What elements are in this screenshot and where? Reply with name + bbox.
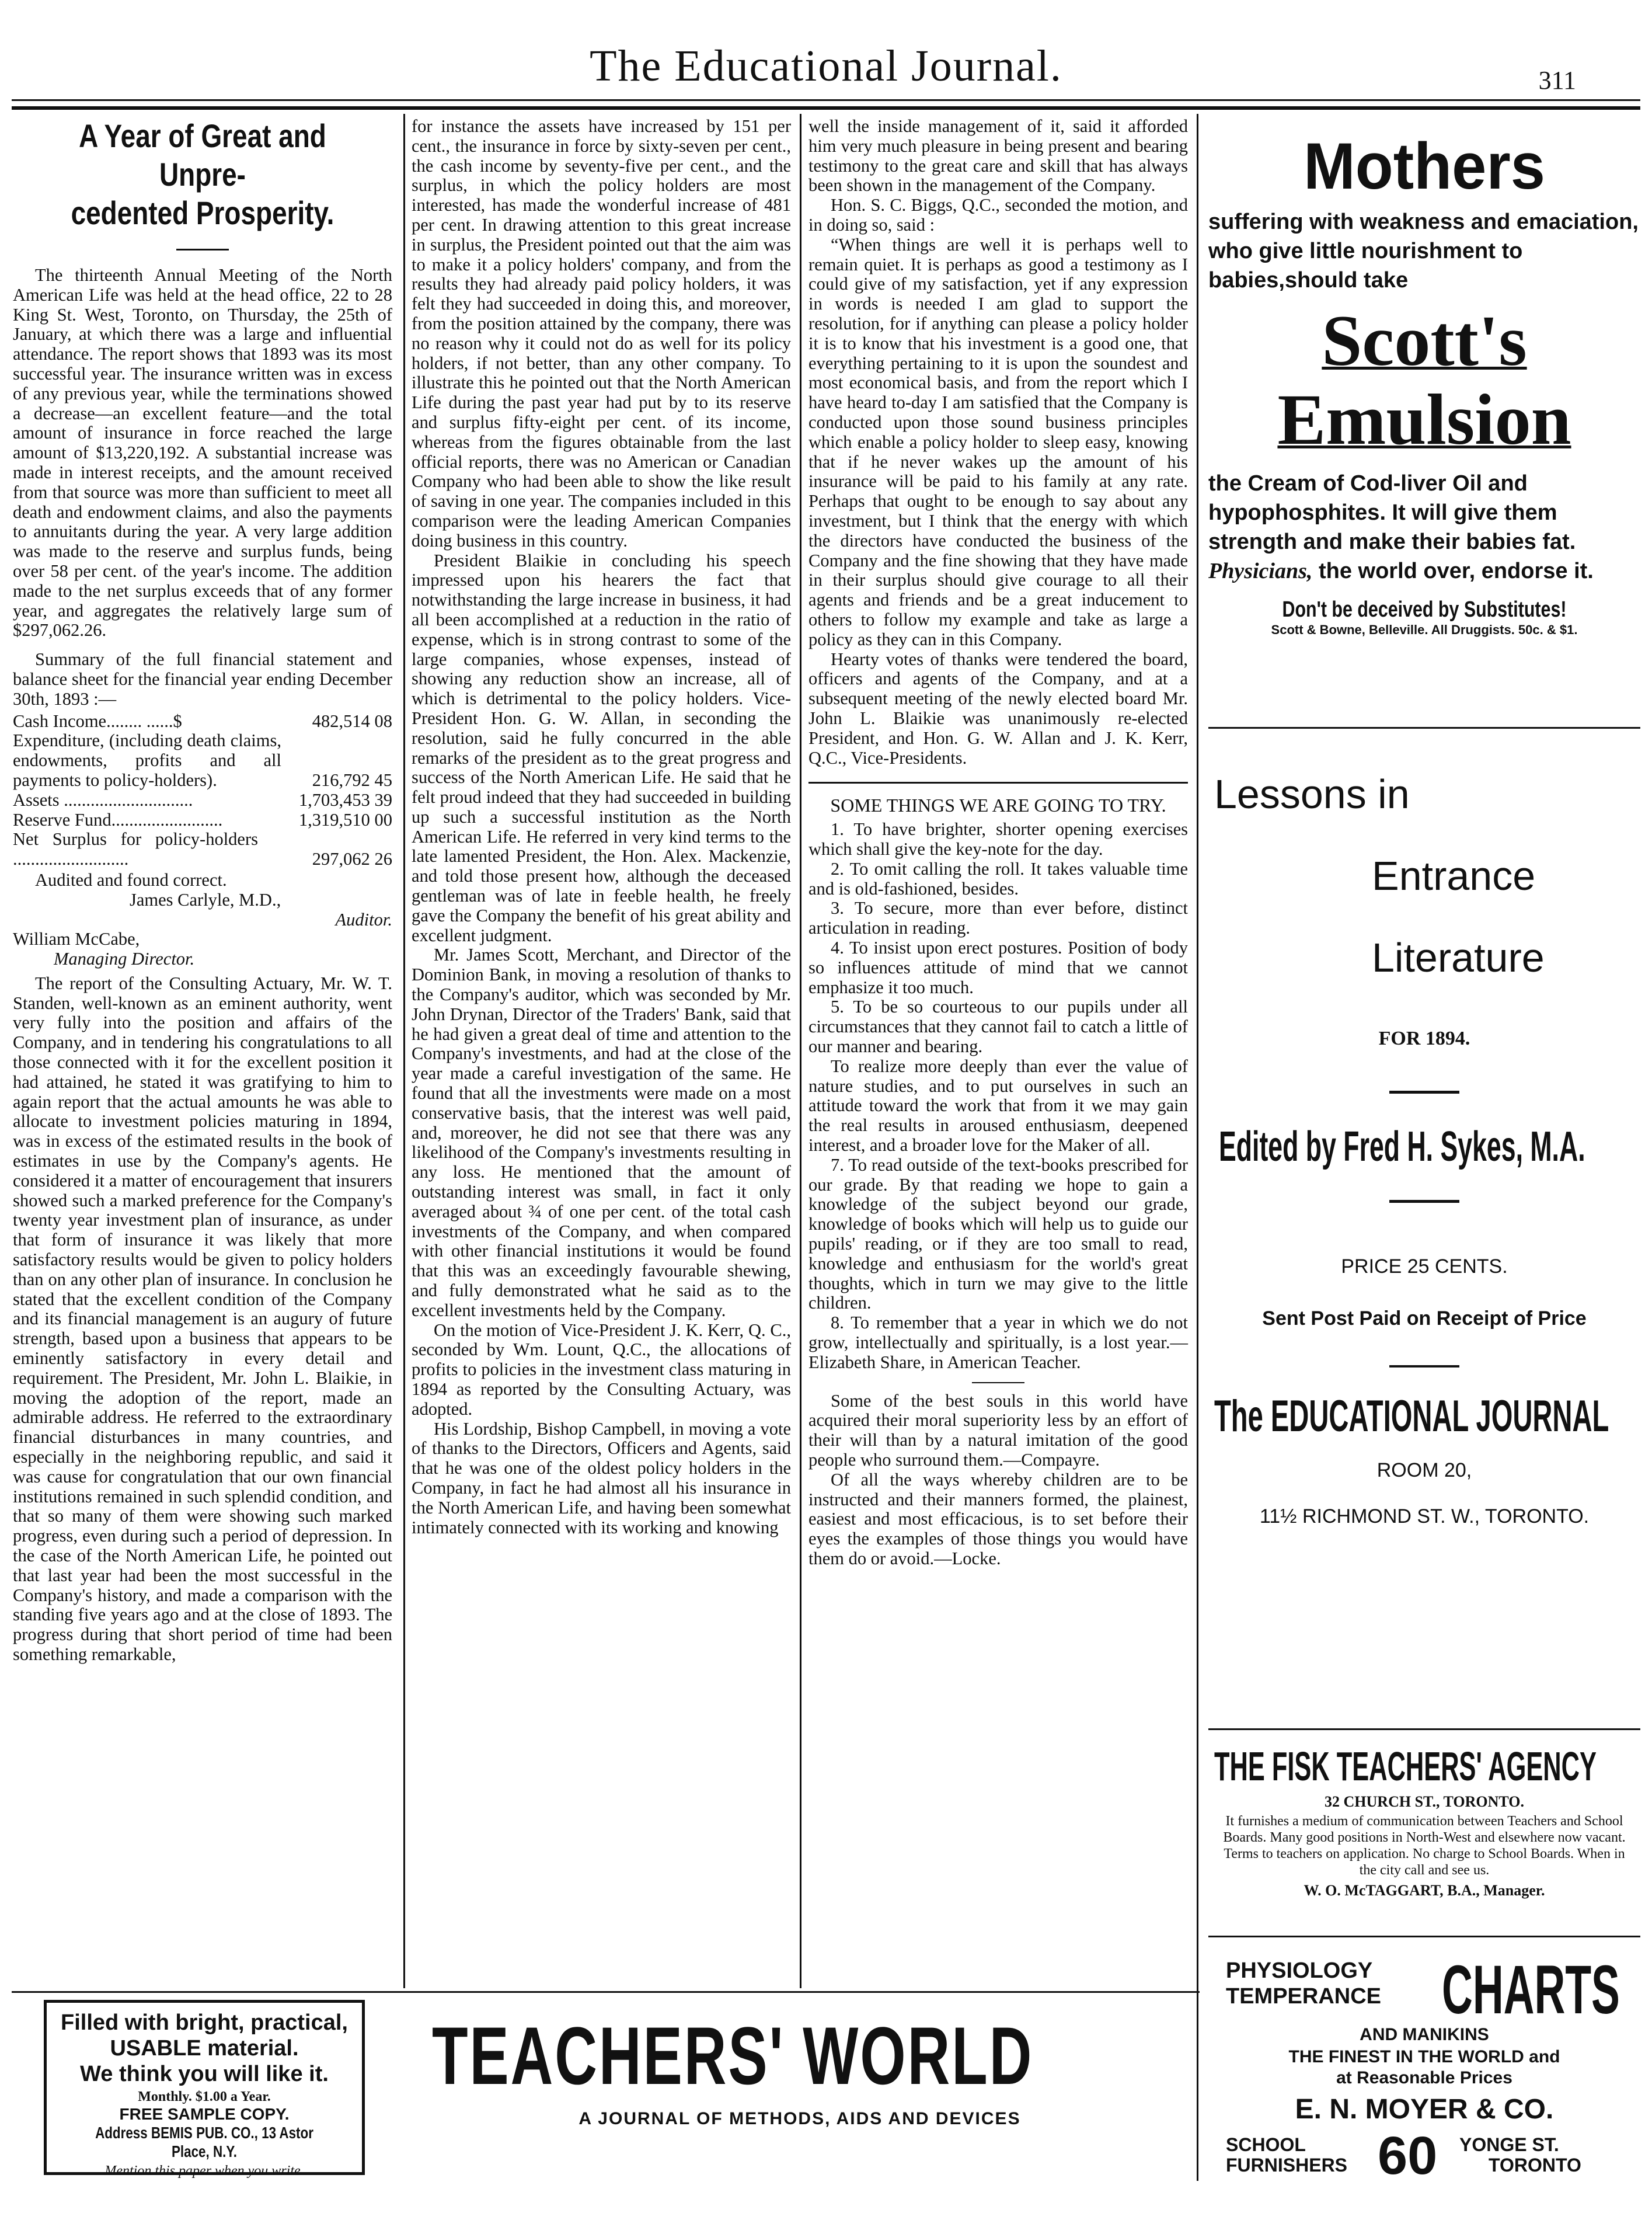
fisk-manager: W. O. McTAGGART, B.A., Manager. xyxy=(1304,1882,1545,1899)
article-paragraph: “When things are well it is perhaps well to remain quiet. It is perhaps as good a testimony as I could give of my satisfaction, yet if any expression in words is needed I am glad to support the resolution, for if anything can please a policy holder it is to know that his investment is a good one, that everything pertaining to it is upon the soundest and most economical basis, and from the report which I have heard to-day I am satisfied that the Company is conducted upon those sound business principles which enable a policy holder to sleep easy, knowing that if he never wakes up the amount of his insurance will be paid to his family at any rate. Perhaps that ought to be enough to say about any investment, but I think that the energy with which the directors have conducted the business of the Company and the fine showing that they have made in their surplus should give courage to all their agents and friends and be a great inducement to others to follow my example and take as large a policy as they can in this Company. xyxy=(808,234,1188,649)
scotts-maker: Scott & Bowne, Belleville. All Druggists. 50c. & $1. xyxy=(1271,622,1578,637)
lessons-editor: Edited by Fred H. Sykes, M.A. xyxy=(1219,1123,1585,1170)
list-item: 4. To insist upon erect postures. Position of body so influences attitude of mind that we cannot emphasize it too much. xyxy=(808,938,1188,997)
ad-rule xyxy=(1389,1091,1459,1094)
fisk-text: It furnishes a medium of communication between Teachers and School Boards. Many good positions in North-West and elsewhere now vacant. Terms to teachers on application. No charge to School Boards. When in the city call and see us. xyxy=(1223,1814,1626,1878)
ad-divider xyxy=(1208,727,1640,729)
article-paragraph: for instance the assets have increased by 151 per cent., the insurance in force by sixty-seven per cent., the cash income by seventy-five per cent., and the surplus, in which the policy holders are most interested, has made the wonderful increase of 481 per cent. In drawing attention to this great increase in surplus, the President pointed out that the aim was to make it a policy holders' company, and from the results they had already paid policy holders, it was felt they had succeeded in doing this, and moreover, from the position attained by the company, there was no reason why it could not do as well for its policy holders, if not better, than any other company. To illustrate this he pointed out that the North American Life during the past year had put by to its reserve and surplus fifty-eight per cent. of its income, whereas from the figures obtainable from the last official reports, there was no American or Canadian Company who had been able to show the like result of saving in one year. The companies included in this comparison were the leading American Companies doing business in this country. xyxy=(412,116,791,551)
furnishers-label: FURNISHERS xyxy=(1226,2155,1348,2176)
article-headline xyxy=(47,117,358,232)
scotts-text-physicians: Physicians, xyxy=(1208,559,1313,583)
article-paragraph: The report of the Consulting Actuary, Mr. W. T. Standen, well-known as an eminent authority, went very fully into the position and affairs of the Company, and in tendering his congratulations to all those connected with it for the excellent position it had attained, he stated it was gratifying to him to again report that the actual amounts he was able to allocate to investment policies maturing in 1894, was in excess of the estimated results in the book of estimates in use by the Company's agents. He considered it a matter of encouragement that insurers showed such a marked preference for the Company's twenty year investment plan of insurance, as under that form of insurance it was likely that more satisfactory results would be given to policy holders than on any other plan of insurance. In conclusion he stated that the excellent condition of the Company and its financial management is an augury of future strength, based upon a business that appears to be eminently satisfactory in every detail and requirement. The President, Mr. John L. Blaikie, in moving the adoption of the report, made an admirable address. He referred to the extraordinary financial disturbances in many countries, and especially in the neighboring republic, and said it was cause for congratulation that our own financial institutions remained in such splendid condition, and that so many of them were showing such marked progress, even during such a period of depression. In the case of the North American Life, he pointed out that last year had been the most successful in the Company's history, and made a comparison with the standing five years ago and at the close of 1893. The progress during that short period of time had been something remarkable, xyxy=(13,973,392,1664)
page-number: 311 xyxy=(1538,66,1576,95)
bemis-mention: Mention this paper when you write. xyxy=(104,2163,304,2179)
article-paragraph: well the inside management of it, said it afforded him very much pleasure in being present and bearing testimony to the great care and skill that has always been shown in the management of the Company. xyxy=(808,116,1188,196)
financial-label: Reserve Fund......................... xyxy=(13,809,223,830)
teachers-world-subtitle: A JOURNAL OF METHODS, AIDS AND DEVICES xyxy=(578,2109,1021,2128)
moyer-name: E. N. MOYER & CO. xyxy=(1295,2094,1554,2125)
article-paragraph: His Lordship, Bishop Campbell, in moving a vote of thanks to the Directors, Officers and Agents, said that he was one of the oldest policy holders in the Company, in fact he had almost all his insurance in the North American Life, and having been somewhat intimately connected with its working and knowing xyxy=(412,1418,791,1537)
headline-rule xyxy=(176,249,229,250)
director-name: William McCabe, xyxy=(13,929,140,949)
headline-line-2: cedented Prosperity. xyxy=(71,194,334,231)
list-item: 1. To have brighter, shorter opening exercises which shall give the key-note for the day. xyxy=(808,819,1188,860)
bemis-sample: FREE SAMPLE COPY. xyxy=(119,2105,290,2123)
manikins-label: AND MANIKINS xyxy=(1360,2025,1489,2044)
financial-label: Expenditure, (including death claims, endowments, profits and all payments to policy-holders). xyxy=(13,730,281,790)
section-rule xyxy=(972,1382,1024,1383)
header-rule-thick xyxy=(12,106,1640,110)
ad-rule xyxy=(1389,1365,1459,1367)
finest-label: THE FINEST IN THE WORLD and xyxy=(1288,2047,1560,2066)
journal-title: The Educational Journal. xyxy=(590,41,1062,91)
article-paragraph: The thirteenth Annual Meeting of the North American Life was held at the head office, 22 to 28 King St. West, Toronto, on Thursday, the 25th of January, at which there was a large and influential attendance. The report shows that 1893 was its most successful year. The insurance written was in excess of any previous year, while the terminations showed a decrease—an excellent feature—and the total amount of insurance in force reached the large amount of $13,220,192. A substantial increase was made in interest receipts, and the amount received from that source was more than sufficient to meet all death and endowment claims, and also the payments to annuitants during the year. A very large addition was made to the reserve and surplus funds, being over 58 per cent. of the year's income. The addition made to the net surplus exceeds that of any former year, and aggregates the relatively large sum of $297,062.26. xyxy=(13,265,392,641)
article-column-3 xyxy=(808,117,1188,1569)
list-item: 5. To be so courteous to our pupils under all circumstances that they cannot fail to catch a little of our manner and bearing. xyxy=(808,997,1188,1057)
lessons-year: FOR 1894. xyxy=(1378,1028,1470,1049)
scotts-emulsion-ad xyxy=(1208,128,1640,638)
ad-rule xyxy=(1389,1200,1459,1203)
yonge-label: YONGE ST. xyxy=(1459,2134,1559,2155)
scotts-heading: Scott's xyxy=(1322,301,1527,381)
things-list xyxy=(808,820,1188,1372)
ad-divider xyxy=(1208,1728,1640,1730)
financial-label: Net Surplus for policy-holders .......................... xyxy=(13,829,258,869)
financial-value: 1,703,453 39 xyxy=(298,789,392,810)
prices-label: at Reasonable Prices xyxy=(1336,2068,1512,2087)
director-title: Managing Director. xyxy=(54,949,195,969)
moyer-number: 60 xyxy=(1378,2126,1438,2186)
scotts-text-endorse: the world over, endorse it. xyxy=(1318,559,1594,583)
headline-line-1: A Year of Great and Unpre- xyxy=(79,117,326,193)
toronto-label: TORONTO xyxy=(1489,2155,1581,2176)
ad-divider xyxy=(1208,1936,1640,1937)
article-paragraph: Mr. James Scott, Merchant, and Director of the Dominion Bank, in moving a resolution of thanks to the Company's auditor, which was seconded by Mr. John Drynan, Director of the Traders' Bank, said that he had given a great deal of time and attention to the Company's investments, and had at the close of the year made a careful investigation of the same. He found that all the investments were made on a most conservative basis, that the interest was well paid, and, moreover, he did not see that there was any likelihood of the Company's investments resulting in any loss. He mentioned that the amount of outstanding interest was small, in fact it only averaged about ¾ of one per cent. of the total cash investments of the Company, and when compared with other financial institutions it would be found that this was an exceedingly favourable shewing, and fully demonstrated what he said as to the excellent investments held by the Company. xyxy=(412,945,791,1320)
literature-heading: Literature xyxy=(1372,935,1545,980)
scotts-text xyxy=(1208,469,1640,586)
quote-locke: Of all the ways whereby children are to be instructed and their manners formed, the plainest, easiest and most efficacious, is to set before their eyes the examples of those things you would have them do or avoid.—Locke. xyxy=(808,1469,1188,1568)
bemis-headline: Filled with bright, practical, USABLE material. xyxy=(61,2010,348,2061)
financial-label: Cash Income........ ......$ xyxy=(13,711,182,731)
financial-value: 1,319,510 00 xyxy=(298,809,392,830)
financial-row xyxy=(13,810,392,830)
financial-value: 482,514 08 xyxy=(312,711,392,731)
bemis-price: Monthly. $1.00 a Year. xyxy=(138,2089,271,2104)
financial-row xyxy=(13,731,392,790)
teachers-world-ad xyxy=(420,2009,1179,2172)
journal-address: 11½ RICHMOND ST. W., TORONTO. xyxy=(1259,1505,1590,1527)
auditor-title: Auditor. xyxy=(335,909,392,930)
article-paragraph: On the motion of Vice-President J. K. Kerr, Q. C., seconded by Wm. Lount, Q.C., the allocations of profits to policies in the investment class maturing in 1894 as reported by the Consulting Actuary, was adopted. xyxy=(412,1320,791,1419)
lessons-ad xyxy=(1214,771,1634,1528)
auditor-name: James Carlyle, M.D., xyxy=(130,889,281,910)
lessons-price: PRICE 25 CENTS. xyxy=(1341,1255,1508,1278)
lessons-heading: Lessons in xyxy=(1214,771,1410,817)
financial-table xyxy=(13,712,392,869)
bemis-address: Address BEMIS PUB. CO., 13 Astor Place, N.Y. xyxy=(95,2124,313,2160)
list-item: 3. To secure, more than ever before, distinct articulation in reading. xyxy=(808,898,1188,938)
article-paragraph: Hearty votes of thanks were tendered the board, officers and agents of the Company, and at a subsequent meeting of the newly elected board Mr. John L. Blaikie was unanimously re-elected President, and Hon. G. W. Allan and J. K. Kerr, Q.C., Vice-Presidents. xyxy=(808,649,1188,768)
article-paragraph: Hon. S. C. Biggs, Q.C., seconded the motion, and in doing so, said : xyxy=(808,195,1188,235)
list-item: 7. To read outside of the text-books prescribed for our grade. By that reading we hope to gain a knowledge of the subject beyond our grade, knowledge of books which will help us to guide our pupils' reading, or if they are too small to read, knowledge and enthusiasm for the world's great thoughts, which in turn we may give to the little children. xyxy=(808,1154,1188,1313)
mothers-text: suffering with weakness and emaciation, who give little nourishment to babies,should take xyxy=(1208,210,1639,293)
section-rule xyxy=(808,782,1188,784)
financial-value: 216,792 45 xyxy=(312,770,392,790)
physiology-label: PHYSIOLOGY xyxy=(1226,1958,1373,1983)
column-divider xyxy=(403,114,405,1988)
bottom-divider xyxy=(12,1991,1200,1993)
financial-label: Assets ............................. xyxy=(13,789,193,810)
fisk-title: THE FISK TEACHERS' AGENCY xyxy=(1214,1744,1597,1789)
column-divider xyxy=(800,114,801,1988)
list-item: 8. To remember that a year in which we do not grow, intellectually and spiritually, is a lost year.—Elizabeth Share, in American Teacher. xyxy=(808,1313,1188,1372)
article-column-2 xyxy=(412,117,791,1537)
fisk-address: 32 CHURCH ST., TORONTO. xyxy=(1325,1793,1524,1810)
lessons-post: Sent Post Paid on Receipt of Price xyxy=(1262,1307,1587,1330)
substitutes-warning: Don't be deceived by Substitutes! xyxy=(1282,597,1567,622)
column-divider xyxy=(1197,114,1198,2181)
fisk-ad xyxy=(1214,1743,1634,1899)
header-rule xyxy=(12,99,1640,101)
journal-name: The EDUCATIONAL JOURNAL xyxy=(1214,1391,1609,1441)
financial-row xyxy=(13,712,392,732)
bemis-ad xyxy=(44,2000,365,2179)
journal-room: ROOM 20, xyxy=(1376,1459,1472,1481)
charts-heading: CHARTS xyxy=(1442,1951,1620,2028)
school-label: SCHOOL xyxy=(1226,2134,1306,2155)
list-item: 2. To omit calling the roll. It takes valuable time and is old-fashioned, besides. xyxy=(808,858,1188,899)
financial-row xyxy=(13,830,392,869)
financial-row xyxy=(13,791,392,810)
mothers-heading: Mothers xyxy=(1304,130,1545,203)
entrance-heading: Entrance xyxy=(1372,853,1536,899)
article-column-1 xyxy=(13,117,392,1665)
things-title: SOME THINGS WE ARE GOING TO TRY. xyxy=(830,795,1166,816)
article-paragraph: President Blaikie in concluding his speech impressed upon his hearers the fact that notwithstanding the large increase in business, it had all been accomplished at a reduction in the ratio of expense, which is in strong contrast to some of the large companies, whose expenses, instead of showing any reduction show an increase, all of which is detrimental to the policy holders. Vice-President Hon. G. W. Allan, in seconding the resolution, said he fully concurred in the able remarks of the president as to the great progress and success of the North American Life. He said that he felt proud indeed that they had succeeded in building up such a successful institution as the North American Life. He referred in very kind terms to the late lamented President, the Hon. Alex. Mackenzie, and told those present how, although the deceased gentleman was of late in feeble health, he freely gave the Company the benefit of his great ability and excellent judgment. xyxy=(412,550,791,945)
emulsion-heading: Emulsion xyxy=(1277,380,1571,460)
scotts-text-main: the Cream of Cod-liver Oil and hypophosphites. It will give them strength and make their babies fat. xyxy=(1208,471,1576,554)
temperance-label: TEMPERANCE xyxy=(1226,1984,1382,2009)
moyer-ad xyxy=(1214,1950,1634,2184)
quote-compayre: Some of the best souls in this world have acquired their moral superiority less by an effort of their will than by a natural imitation of the good people who surround them.—Compayre. xyxy=(808,1390,1188,1470)
audited-text: Audited and found correct. xyxy=(35,869,227,890)
list-item: To realize more deeply than ever the value of nature studies, and to put ourselves in such an attitude toward the work that from it we may gain the real results in aroused enthusiasm, deepened interest, and a broader love for the Maker of all. xyxy=(808,1056,1188,1156)
article-paragraph: Summary of the full financial statement and balance sheet for the financial year ending December 30th, 1893 :— xyxy=(13,649,392,709)
bemis-tagline: We think you will like it. xyxy=(80,2062,329,2086)
teachers-world-title: TEACHERS' WORLD xyxy=(432,2010,1034,2101)
financial-value: 297,062 26 xyxy=(312,849,392,869)
